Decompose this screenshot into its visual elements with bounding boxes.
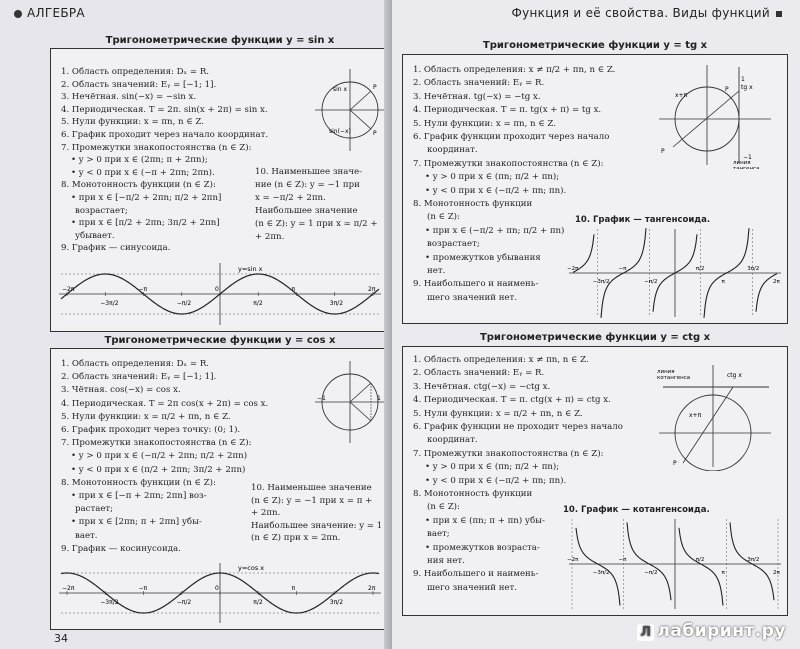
text-line: 8. Монотонность функции xyxy=(413,199,533,209)
text-line: шего значений нет. xyxy=(427,292,518,303)
tick-label: −π xyxy=(138,585,148,592)
tick-label: 3π/2 xyxy=(329,300,344,307)
svg-text:котангенса: котангенса xyxy=(657,375,691,381)
tick-label: 0 xyxy=(215,286,219,293)
tg-box xyxy=(402,40,788,324)
tick-label: π/2 xyxy=(695,266,705,272)
tg-graph-title: 10. График — тангенсоида. xyxy=(575,215,711,225)
text-line: возрастает; xyxy=(75,205,128,216)
text-line: вает; xyxy=(427,529,450,540)
cos-unit-circle xyxy=(313,359,387,445)
text-line: • y < 0 при x ∈ (−π + 2πn; 2πn). xyxy=(71,167,215,178)
tick-label: −2π xyxy=(62,585,75,592)
section-title: АЛГЕБРА xyxy=(27,6,85,20)
text-line: • y > 0 при x ∈ (πn; π/2 + πn); xyxy=(425,172,560,183)
ctg-graph xyxy=(567,517,783,611)
tick-label: −2π xyxy=(567,266,579,272)
text-line: 6. График функции проходит через начало xyxy=(413,132,610,142)
square-icon xyxy=(776,11,782,17)
chapter-title: Функция и её свойства. Виды функций xyxy=(511,6,770,20)
text-line: • промежутков убывания xyxy=(425,252,541,263)
tick-label: π xyxy=(291,286,296,293)
ctg-graph-title: 10. График — котангенсоида. xyxy=(563,505,710,515)
graph-label: y=cos x xyxy=(238,564,265,572)
cos-title: Тригонометрические функции y = cos x xyxy=(104,335,336,346)
svg-text:x+π: x+π xyxy=(689,412,702,419)
svg-text:x+π: x+π xyxy=(675,92,688,99)
cos-graph xyxy=(57,561,383,625)
svg-text:−1: −1 xyxy=(317,395,326,402)
text-line: 8. Монотонность функции (n ∈ Z): xyxy=(61,477,216,488)
text-line: 8. Монотонность функции (n ∈ Z): xyxy=(61,180,216,191)
text-line: 7. Промежутки знакопостоянства (n ∈ Z): xyxy=(413,448,604,459)
tick-label: −π/2 xyxy=(176,300,192,307)
text-line: 6. График функции не проходит через начало xyxy=(413,422,623,432)
text-line: • y < 0 при x ∈ (π/2 + 2πn; 3π/2 + 2πn) xyxy=(71,464,246,475)
tick-label: π xyxy=(291,585,296,592)
svg-text:P: P xyxy=(725,86,729,93)
text-line: 1. Область определения: x ≠ π/2 + πn, n ∈ Z. xyxy=(413,65,616,75)
text-line: 7. Промежутки знакопостоянства (n ∈ Z): xyxy=(61,142,252,153)
svg-text:P: P xyxy=(661,148,665,155)
tick-label: −3π/2 xyxy=(592,570,610,576)
tg-title: Тригонометрические функции y = tg x xyxy=(482,40,708,51)
tick-label: π/2 xyxy=(253,599,263,606)
tick-label: −π xyxy=(618,557,627,563)
text-line: 7. Промежутки знакопостоянства (n ∈ Z): xyxy=(413,158,604,169)
text-line: координат. xyxy=(427,435,478,446)
text-line: 5. Нули функции: x = πn, n ∈ Z. xyxy=(413,118,556,129)
text-line: • при x ∈ (−π/2 + πn; π/2 + πn) xyxy=(425,225,565,236)
text-line: 2. Область значений: Eᵧ = R. xyxy=(413,368,545,379)
graph-label: y=sin x xyxy=(238,265,263,273)
text-line: 4. Периодическая. T = π. tg(x + π) = tg x. xyxy=(413,105,602,116)
sin-graph xyxy=(57,261,383,327)
text-line: 3. Чётная. cos(−x) = cos x. xyxy=(61,385,181,396)
text-line: ния нет. xyxy=(427,556,465,566)
bullet-icon xyxy=(14,10,22,18)
tick-label: π/2 xyxy=(253,300,263,307)
svg-text:линия: линия xyxy=(657,369,675,375)
watermark xyxy=(637,621,786,641)
text-line: • y > 0 при x ∈ (−π/2 + 2πn; π/2 + 2πn) xyxy=(71,451,248,462)
watermark-text: лабиринт.ру xyxy=(657,621,786,641)
text-line: • при x ∈ [π/2 + 2πn; 3π/2 + 2πn] xyxy=(71,218,220,229)
tg-unit-circle xyxy=(653,61,783,169)
labirint-logo-icon: Л xyxy=(637,624,654,641)
sin-box xyxy=(50,35,390,332)
sin-title: Тригонометрические функции y = sin x xyxy=(105,35,335,46)
tick-label: π xyxy=(721,570,725,576)
tick-label: −3π/2 xyxy=(100,599,119,606)
text-line: • при x ∈ [−π + 2πn; 2πn] воз- xyxy=(71,491,207,501)
tick-label: 3π/2 xyxy=(747,557,760,563)
text-line: 5. Нули функции: x = π/2 + πn, n ∈ Z. xyxy=(61,411,231,422)
tick-label: −3π/2 xyxy=(100,300,119,307)
text-line: ние (n ∈ Z): y = −1 при xyxy=(255,180,360,190)
tick-label: −π/2 xyxy=(644,279,658,285)
text-line: 9. Наибольшего и наимень- xyxy=(413,569,539,580)
function-branch xyxy=(576,528,620,606)
text-line: 5. Нули функции: x = π/2 + πn, n ∈ Z. xyxy=(413,408,583,419)
chapter-header xyxy=(511,6,782,20)
ctg-box xyxy=(402,332,788,616)
cos-box xyxy=(50,335,390,630)
sin-neg-label: sin(−x) xyxy=(329,128,351,135)
text-line: 9. Наибольшего и наимень- xyxy=(413,279,539,290)
tick-label: −2π xyxy=(62,286,75,293)
text-line: 3. Нечётная. sin(−x) = −sin x. xyxy=(61,92,197,103)
page-number: 34 xyxy=(54,632,68,645)
tick-label: −π/2 xyxy=(644,570,658,576)
text-line: растает; xyxy=(75,504,114,515)
svg-text:линия: линия xyxy=(733,160,751,166)
text-line: 6. График проходит через начало координат. xyxy=(61,130,269,140)
tick-label: −π/2 xyxy=(176,599,192,606)
tick-label: −π xyxy=(138,286,148,293)
text-line: + 2πn. xyxy=(255,232,285,242)
text-line: 4. Периодическая. T = π. ctg(x + π) = ctg x. xyxy=(413,395,611,406)
text-line: (n ∈ Z): y = −1 при x = π + xyxy=(251,495,373,506)
text-line: шего значений нет. xyxy=(427,582,518,593)
tick-label: −3π/2 xyxy=(592,279,610,285)
text-line: • y > 0 при x ∈ (2πn; π + 2πn); xyxy=(71,155,208,166)
tick-label: 2π xyxy=(773,279,780,285)
text-line: 1. Область определения: x ≠ πn, n ∈ Z. xyxy=(413,355,589,365)
function-branch xyxy=(627,522,671,600)
text-line: 3. Нечётная. ctg(−x) = −ctg x. xyxy=(413,381,551,392)
text-line: x = −π/2 + 2πn. xyxy=(255,193,326,203)
text-line: • при x ∈ [−π/2 + 2πn; π/2 + 2πn] xyxy=(71,193,222,203)
sin-unit-circle xyxy=(313,67,387,153)
text-line: Наибольшее значение xyxy=(255,206,358,216)
tick-label: −2π xyxy=(567,557,579,563)
text-line: 2. Область значений: Eᵧ = [−1; 1]. xyxy=(61,372,217,383)
text-line: 4. Периодическая. T = 2π. sin(x + 2π) = sin x. xyxy=(61,104,268,115)
tick-label: 0 xyxy=(215,585,219,592)
text-line: • y > 0 при x ∈ (πn; π/2 + πn); xyxy=(425,462,560,473)
text-line: 5. Нули функции: x = πn, n ∈ Z. xyxy=(61,117,204,128)
tick-label: 2π xyxy=(773,570,780,576)
text-line: вает. xyxy=(75,530,98,541)
svg-text:−1: −1 xyxy=(743,154,752,161)
tick-label: 3π/2 xyxy=(747,266,760,272)
text-line: 1. Область определения: Dₓ = R. xyxy=(61,359,210,369)
tg-graph xyxy=(567,227,783,319)
svg-text:P: P xyxy=(373,130,377,137)
text-line: 2. Область значений: Eᵧ = R. xyxy=(413,78,545,89)
text-line: 3. Нечётная. tg(−x) = −tg x. xyxy=(413,91,541,102)
tick-label: −π xyxy=(618,266,627,272)
text-line: Наибольшее значение: y = 1 xyxy=(251,520,383,531)
sin-label: sin x xyxy=(333,86,348,93)
text-line: координат. xyxy=(427,145,478,156)
text-line: возрастает; xyxy=(427,239,480,250)
text-line: 7. Промежутки знакопостоянства (n ∈ Z): xyxy=(61,438,252,449)
text-line: нет. xyxy=(427,266,446,276)
text-line: (n ∈ Z): y = 1 при x = π/2 + xyxy=(255,219,378,229)
svg-text:tg x: tg x xyxy=(741,84,753,91)
svg-text:1: 1 xyxy=(741,76,745,83)
function-branch xyxy=(679,528,723,606)
text-line: (n ∈ Z): xyxy=(427,502,460,513)
text-line: 9. График — косинусоида. xyxy=(61,543,181,554)
tick-label: 2π xyxy=(368,286,376,293)
text-line: убывает. xyxy=(75,230,115,241)
text-line: • промежутков возраста- xyxy=(425,542,540,553)
ctg-unit-circle xyxy=(653,361,783,471)
tick-label: π/2 xyxy=(695,557,705,563)
text-line: 10. Наименьшее значение xyxy=(251,483,372,493)
svg-text:P: P xyxy=(373,84,377,91)
right-page xyxy=(392,0,800,649)
section-header xyxy=(14,6,85,20)
tick-label: 3π/2 xyxy=(329,599,344,606)
text-line: 8. Монотонность функции xyxy=(413,489,533,499)
text-line: 1. Область определения: Dₓ = R. xyxy=(61,67,210,77)
left-page xyxy=(0,0,392,649)
text-line: • при x ∈ (πn; π + πn) убы- xyxy=(425,515,545,526)
text-line: 6. График проходит через точку: (0; 1). xyxy=(61,425,241,435)
tick-label: 2π xyxy=(368,585,376,592)
svg-text:1: 1 xyxy=(377,395,381,402)
text-line: 10. Наименьшее значе- xyxy=(255,167,363,177)
svg-text:ctg x: ctg x xyxy=(727,372,742,379)
text-line: (n ∈ Z): xyxy=(427,212,460,223)
text-line: (n ∈ Z) при x = 2πn. xyxy=(251,533,341,543)
text-line: 9. График — синусоида. xyxy=(61,243,171,254)
text-line: • y < 0 при x ∈ (−π/2 + πn; πn). xyxy=(425,185,567,196)
ctg-title: Тригонометрические функции y = ctg x xyxy=(479,332,711,343)
tick-label: π xyxy=(721,279,725,285)
text-line: 2. Область значений: Eᵧ = [−1; 1]. xyxy=(61,79,217,90)
text-line: • y < 0 при x ∈ (−π/2 + πn; πn). xyxy=(425,475,567,486)
text-line: + 2πn. xyxy=(251,508,281,518)
text-line: • при x ∈ [2πn; π + 2πn] убы- xyxy=(71,517,202,528)
text-line: 4. Периодическая. T = 2π cos(x + 2π) = cos x. xyxy=(61,398,269,409)
svg-text:P: P xyxy=(673,460,677,467)
svg-text:тангенса: тангенса xyxy=(733,166,760,169)
